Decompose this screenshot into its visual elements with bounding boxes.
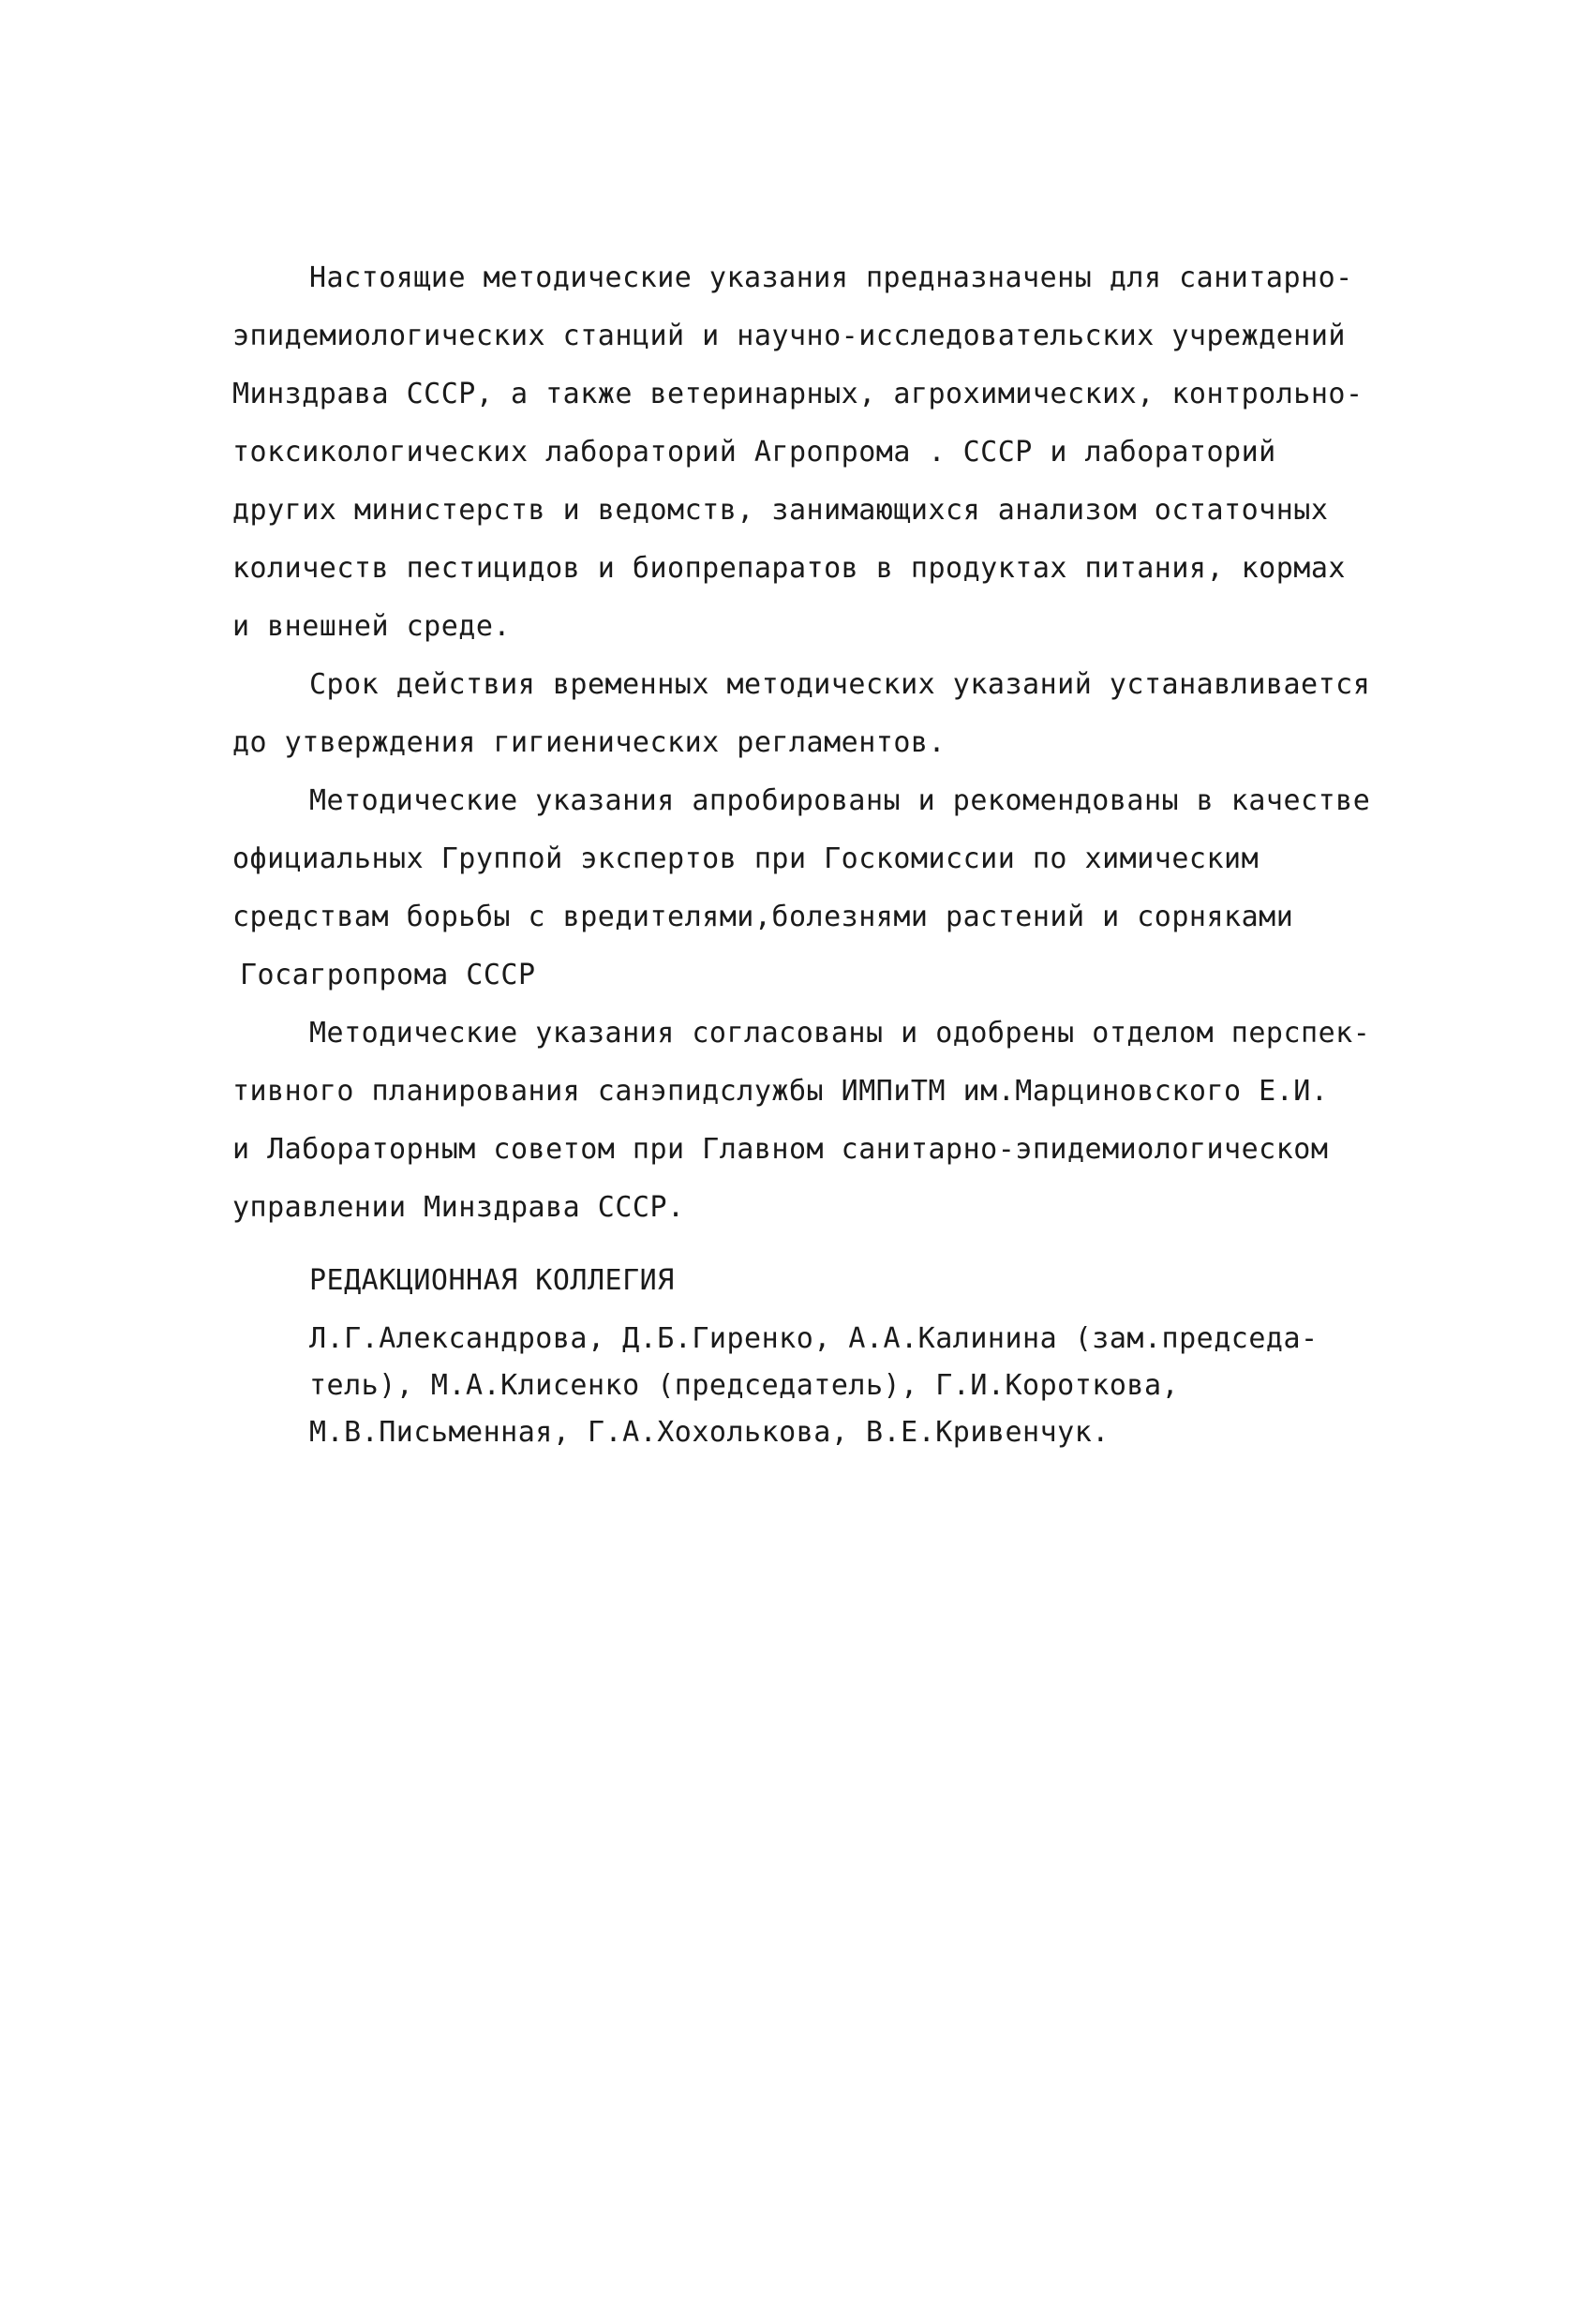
text-line: Минздрава СССР, а также ветеринарных, агрохимических, контрольно- (232, 378, 1364, 410)
text-line: токсикологических лабораторий Агропрома . СССР и лабораторий (232, 436, 1276, 469)
text-line: Л.Г.Александрова, Д.Б.Гиренко, А.А.Калинина (зам.председа- (309, 1322, 1319, 1355)
text-line: Настоящие методические указания предназначены для санитарно- (309, 261, 1353, 294)
text-line: до утверждения гигиенических регламентов. (232, 726, 947, 759)
text-line: эпидемиологических станций и научно-исследовательских учреждений (232, 320, 1346, 352)
editorial-board-heading: РЕДАКЦИОННАЯ КОЛЛЕГИЯ (309, 1264, 675, 1297)
text-line: Методические указания апробированы и рекомендованы в качестве (309, 784, 1371, 817)
text-line: Методические указания согласованы и одобрены отделом перспек- (309, 1017, 1371, 1050)
text-line: и Лабораторным советом при Главном санитарно-эпидемиологическом (232, 1133, 1329, 1166)
text-line: средствам борьбы с вредителями,болезнями растений и сорняками (232, 901, 1294, 933)
text-line: управлении Минздрава СССР. (232, 1191, 685, 1224)
text-line: и внешней среде. (232, 610, 511, 643)
text-line: официальных Группой экспертов при Госкомиссии по химическим (232, 842, 1260, 875)
text-line: других министерств и ведомств, занимающихся анализом остаточных (232, 494, 1329, 527)
text-line: Срок действия временных методических указаний устанавливается (309, 668, 1371, 701)
text-line: тель), М.А.Клисенко (председатель), Г.И.Короткова, (309, 1369, 1180, 1402)
text-line: Госагропрома СССР (240, 959, 536, 991)
text-line: количеств пестицидов и биопрепаратов в продуктах питания, кормах (232, 552, 1346, 585)
text-line: М.В.Письменная, Г.А.Хохолькова, В.Е.Кривенчук. (309, 1416, 1110, 1449)
text-line: тивного планирования санэпидслужбы ИМПиТМ им.Марциновского Е.И. (232, 1075, 1329, 1108)
